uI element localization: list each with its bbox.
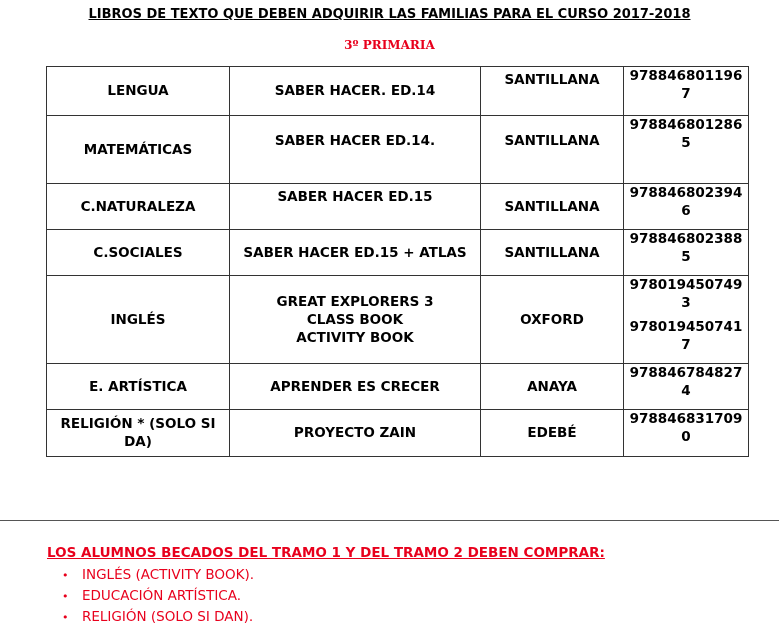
book-title-line: GREAT EXPLORERS 3	[276, 293, 434, 310]
table-row	[47, 364, 749, 410]
isbn-cell	[624, 184, 749, 230]
isbn-cell	[624, 364, 749, 410]
isbn-cell	[624, 116, 749, 184]
publisher-cell: SANTILLANA	[481, 184, 624, 230]
book-title-line: SABER HACER. ED.14	[274, 83, 436, 99]
book-title-line: ACTIVITY BOOK	[296, 329, 414, 346]
subject-cell: RELIGIÓN * (SOLO SI DA)	[47, 410, 230, 457]
isbn-value: 9788468317090	[629, 411, 743, 445]
books-table	[46, 66, 749, 457]
book-title-line: SABER HACER ED.15 + ATLAS	[243, 244, 467, 261]
isbn-cell	[624, 276, 749, 364]
list-item-label: EDUCACIÓN ARTÍSTICA.	[82, 588, 242, 604]
book-title-line: CLASS BOOK	[306, 311, 404, 328]
book-title-line: PROYECTO ZAIN	[293, 425, 417, 441]
isbn-cell	[624, 230, 749, 276]
isbn-value: 9788468023885	[629, 231, 743, 265]
book-title-cell	[230, 67, 481, 116]
book-title-line: SABER HACER ED.14.	[274, 133, 436, 149]
table-row	[47, 230, 749, 276]
document-title: LIBROS DE TEXTO QUE DEBEN ADQUIRIR LAS FAMILIAS PARA EL CURSO 2017-2018	[88, 7, 691, 22]
list-item-label: INGLÉS (ACTIVITY BOOK).	[82, 567, 255, 583]
list-item	[62, 607, 254, 628]
book-title-cell	[230, 184, 481, 230]
isbn-value: 9788467848274	[629, 365, 743, 399]
scholarship-notice-heading: LOS ALUMNOS BECADOS DEL TRAMO 1 Y DEL TRAMO 2 DEBEN COMPRAR:	[47, 545, 605, 561]
publisher-cell: OXFORD	[481, 276, 624, 364]
publisher-cell: SANTILLANA	[481, 67, 624, 116]
table-row	[47, 184, 749, 230]
bullet-icon: •	[62, 611, 69, 624]
publisher-cell: EDEBÉ	[481, 410, 624, 457]
list-item-label: RELIGIÓN (SOLO SI DAN).	[82, 609, 254, 625]
publisher-cell: SANTILLANA	[481, 116, 624, 184]
table-row	[47, 410, 749, 457]
grade-subtitle: 3º PRIMARIA	[344, 38, 435, 52]
book-title-line: SABER HACER ED.15	[277, 189, 433, 205]
subject-cell: INGLÉS	[47, 276, 230, 364]
list-item	[62, 586, 254, 607]
book-title-line: APRENDER ES CRECER	[270, 378, 440, 395]
section-divider	[0, 520, 779, 521]
subject-cell: LENGUA	[47, 67, 230, 116]
subject-cell: MATEMÁTICAS	[47, 116, 230, 184]
book-title-cell	[230, 364, 481, 410]
table-row	[47, 116, 749, 184]
publisher-cell: ANAYA	[481, 364, 624, 410]
isbn-value: 9788468023946	[629, 185, 743, 219]
subject-cell: C.NATURALEZA	[47, 184, 230, 230]
isbn-value: 9780194507493	[629, 277, 743, 311]
book-title-cell	[230, 230, 481, 276]
isbn-cell	[624, 67, 749, 116]
book-title-cell	[230, 116, 481, 184]
isbn-value: 9788468011967	[629, 68, 743, 102]
scholarship-items-list	[62, 565, 254, 628]
book-title-cell	[230, 410, 481, 457]
isbn-value: 9780194507417	[629, 319, 743, 353]
list-item	[62, 565, 254, 586]
subject-cell: E. ARTÍSTICA	[47, 364, 230, 410]
isbn-value: 9788468012865	[629, 117, 743, 151]
subject-cell: C.SOCIALES	[47, 230, 230, 276]
bullet-icon: •	[62, 569, 69, 582]
book-title-cell	[230, 276, 481, 364]
table-row	[47, 276, 749, 364]
bullet-icon: •	[62, 590, 69, 603]
publisher-cell: SANTILLANA	[481, 230, 624, 276]
isbn-cell	[624, 410, 749, 457]
table-row	[47, 67, 749, 116]
